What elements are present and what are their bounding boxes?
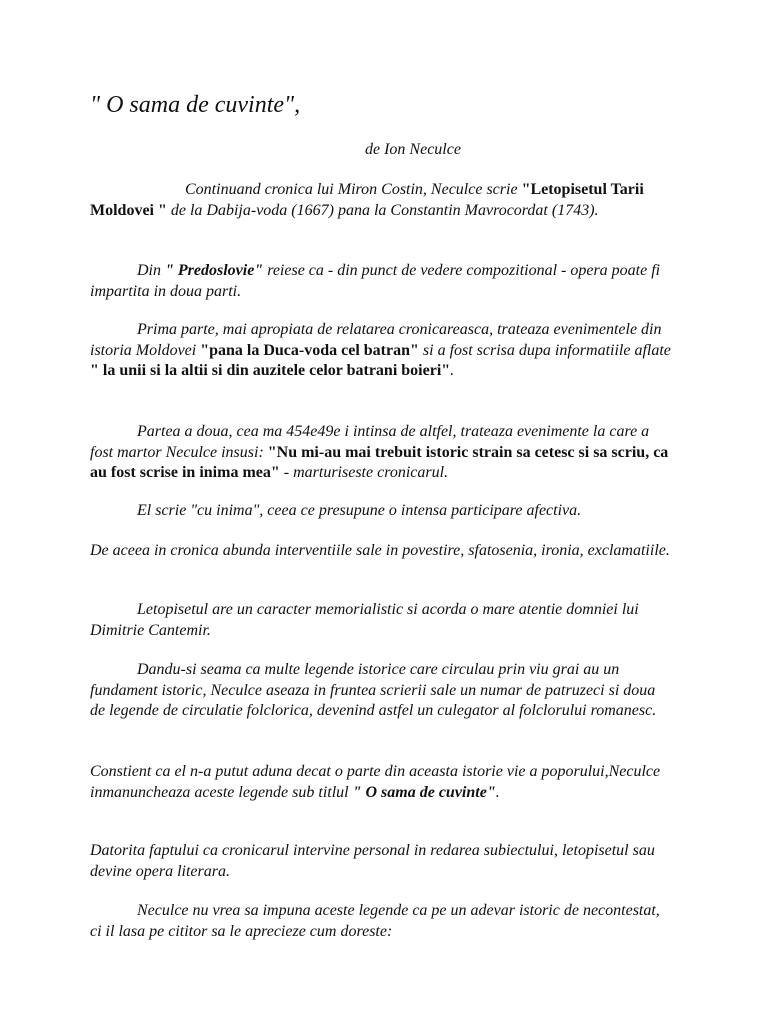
- paragraph-memorialistic: Letopisetul are un caracter memorialistic si acorda o mare atentie domniei lui Dimitrie Cantemir.: [90, 601, 639, 639]
- bold-run: "pana la Duca-voda cel batran": [200, 341, 419, 359]
- text-run: Prima parte, mai apropiata de relatarea cronicareasca, trateaza evenimentele din istoria Moldovei: [90, 321, 662, 359]
- paragraph-legende: Dandu-si seama ca multe legende istorice care circulau prin viu grai au un fundament istoric, Neculce aseaza in fruntea scrierii sale un numar de patruzeci si doua de legende de circulatie folclorica, devenind astfel un culegator al folclorului romanesc.: [90, 661, 657, 719]
- bold-italic-run: " Predoslovie": [165, 262, 264, 279]
- paragraph-chronicle-intro: [90, 180, 674, 221]
- text-run: - marturiseste cronicarul.: [279, 464, 449, 481]
- paragraph-opera-literara: Datorita faptului ca cronicarul intervine personal in redarea subiectului, letopisetul sau devine opera literara.: [90, 842, 655, 880]
- text-run: reiese ca - din punct de vedere compozitional - opera poate fi impartita in doua parti.: [90, 262, 661, 300]
- paragraph-cu-inima: El scrie "cu inima", ceea ce presupune o intensa participare afectiva.: [137, 502, 582, 519]
- paragraph-interventii: De aceea in cronica abunda interventiile sale in povestire, sfatosenia, ironia, exclamatiile.: [90, 542, 670, 559]
- paragraph-first-part: [90, 320, 674, 382]
- document-title: " O sama de cuvinte",: [90, 92, 301, 118]
- author-byline: de Ion Neculce: [365, 141, 461, 158]
- bold-run: "Letopisetul Tarii Moldovei ": [90, 181, 644, 219]
- bold-italic-run: " O sama de cuvinte": [352, 783, 496, 801]
- text-run: Partea a doua, cea ma 454e49e i intinsa de altfel, trateaza evenimente la care a fost martor Neculce insusi:: [90, 423, 650, 461]
- text-run: de la Dabija-voda (1667) pana la Constantin Mavrocordat (1743).: [166, 201, 599, 219]
- paragraph-cititor: Neculce nu vrea sa impuna aceste legende ca pe un adevar istoric de necontestat, ci il lasa pe cititor sa le aprecieze cum doreste:: [90, 902, 660, 940]
- text-run: Constient ca el n-a putut aduna decat o parte din aceasta istorie vie a poporului,Neculce inmanuncheaza aceste legende sub titlul: [90, 763, 661, 801]
- bold-run: "Nu mi-au mai trebuit istoric strain sa cetesc si sa scriu, ca au fost scrise in inima mea": [90, 443, 669, 481]
- paragraph-predoslovie: [90, 261, 674, 302]
- text-run: si a fost scrisa dupa informatiile aflate: [418, 341, 671, 359]
- paragraph-constient: [90, 762, 674, 803]
- paragraph-second-part: [90, 422, 674, 484]
- text-run: .: [495, 783, 500, 801]
- text-run: Din: [137, 262, 165, 279]
- text-run: Continuand cronica lui Miron Costin, Neculce scrie: [185, 181, 522, 198]
- text-run: .: [450, 362, 455, 379]
- bold-run: " la unii si la altii si din auzitele celor batrani boieri": [90, 362, 451, 379]
